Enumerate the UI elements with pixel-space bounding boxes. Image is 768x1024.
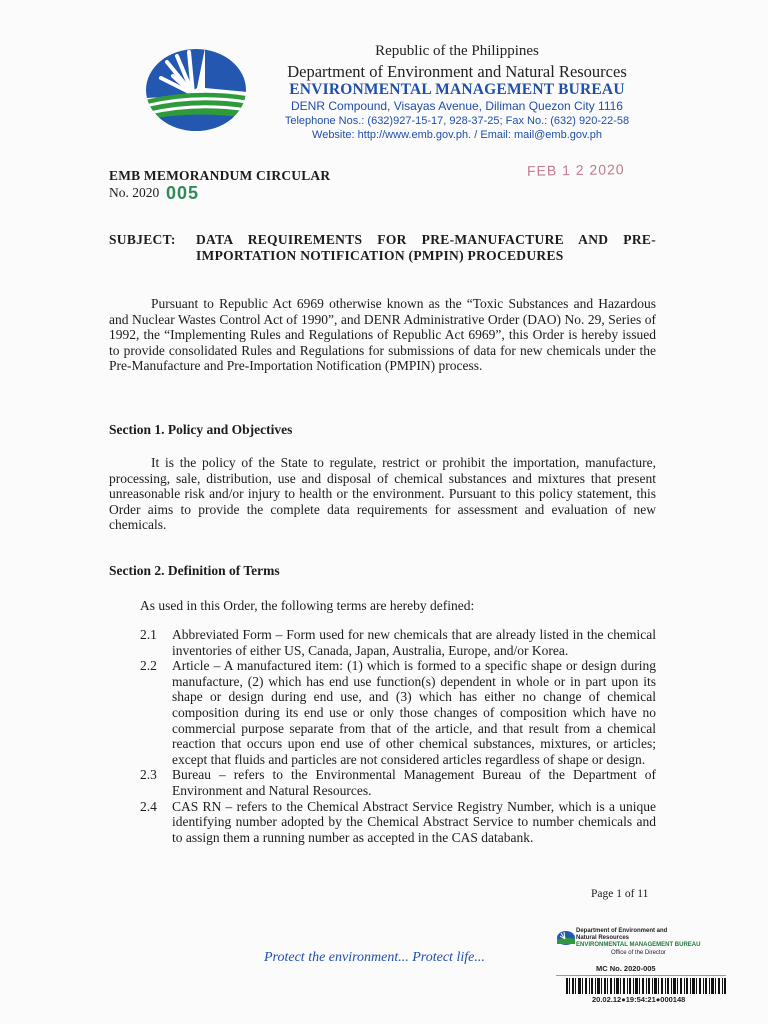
definition-item (140, 658, 656, 767)
definition-text: Article – A manufactured item: (1) which is formed to a specific shape or design during manufacture, (2) which has end use function(s) dependent in whole or in part upon its shape or design during end use, and (3) which has either no change of chemical composition during its end use or only those changes of composition which have no commercial purpose separate from that of the article, and that result from a chemical reaction that occurs upon end use of other chemical substances, mixtures, or articles; except that fluids and particles are not considered articles regardless of shape or design. (172, 658, 656, 767)
subject-text: DATA REQUIREMENTS FOR PRE-MANUFACTURE AND PRE-IMPORTATION NOTIFICATION (PMPIN) PROCEDURES (196, 232, 656, 263)
memo-title: EMB MEMORANDUM CIRCULAR (109, 168, 331, 183)
stamp-line-2: Natural Resources (576, 935, 630, 941)
definition-number: 2.3 (140, 767, 157, 783)
denr-small-logo-icon (556, 930, 576, 946)
definition-item (140, 627, 656, 658)
section-2-lead: As used in this Order, the following terms are hereby defined: (140, 598, 475, 613)
definition-text: Abbreviated Form – Form used for new chemicals that are already listed in the chemical inventories of either US, Canada, Japan, Australia, Europe, and/or Korea. (172, 627, 656, 658)
definition-number: 2.1 (140, 627, 157, 642)
stamp-mc-number: MC No. 2020-005 (596, 964, 656, 973)
barcode-icon (566, 978, 726, 994)
header-department: Department of Environment and Natural Resources (287, 62, 627, 81)
header-phone: Telephone Nos.: (632)927-15-17, 928-37-25; Fax No.: (632) 920-22-58 (284, 115, 630, 127)
header-address: DENR Compound, Visayas Avenue, Diliman Quezon City 1116 (291, 99, 623, 113)
definition-item (140, 799, 656, 846)
stamp-line-3: ENVIRONMENTAL MANAGEMENT BUREAU (576, 942, 701, 948)
definition-text: CAS RN – refers to the Chemical Abstract Service Registry Number, which is a unique identifying number adopted by the Chemical Abstract Service to number chemicals and to assign them a running number as accepted in the CAS databank. (172, 798, 656, 845)
stamp-line-4: Office of the Director (611, 950, 666, 956)
subject-label: SUBJECT: (109, 232, 176, 247)
section-1-paragraph: It is the policy of the State to regulate, restrict or prohibit the importation, manufacture, processing, sale, distribution, use and disposal of chemical substances and mixtures that present unreasonable risk and/or injury to health or the environment. Pursuant to this policy statement, this Order aims to provide the complete data requirements for assessment and evaluation of new chemicals. (109, 455, 656, 533)
header-republic: Republic of the Philippines (375, 43, 539, 59)
definition-item (140, 767, 656, 798)
stamp-line-1: Department of Environment and (576, 928, 668, 934)
memo-number-stamp: 005 (166, 183, 200, 203)
definition-number: 2.4 (140, 798, 157, 814)
date-stamp: FEB 1 2 2020 (526, 161, 625, 179)
section-1-heading: Section 1. Policy and Objectives (109, 422, 293, 437)
denr-logo (145, 48, 247, 132)
intro-paragraph: Pursuant to Republic Act 6969 otherwise known as the “Toxic Substances and Hazardous and Nuclear Wastes Control Act of 1990”, and DENR Administrative Order (DAO) No. 29, Series of 1992, the “Implementing Rules and Regulations of Republic Act 6969”, this Order is hereby issued to provide consolidated Rules and Regulations for submissions of data for new chemicals under the Pre-Manufacture and Pre-Importation Notification (PMPIN) process. (109, 296, 656, 374)
definition-text: Bureau – refers to the Environmental Management Bureau of the Department of Environment and Natural Resources. (172, 767, 656, 798)
header-bureau: ENVIRONMENTAL MANAGEMENT BUREAU (289, 81, 625, 98)
stamp-divider (556, 975, 726, 976)
definition-number: 2.2 (140, 658, 157, 674)
stamp-timestamp-code: 20.02.12●19:54:21●000148 (592, 995, 686, 1004)
memo-number-prefix: No. 2020 (109, 185, 160, 200)
header-website: Website: http://www.emb.gov.ph. / Email: mail@emb.gov.ph (312, 129, 602, 141)
footer-slogan: Protect the environment... Protect life... (264, 950, 485, 965)
page-number: Page 1 of 11 (591, 888, 649, 900)
section-2-heading: Section 2. Definition of Terms (109, 563, 280, 578)
definitions-list (140, 627, 656, 845)
